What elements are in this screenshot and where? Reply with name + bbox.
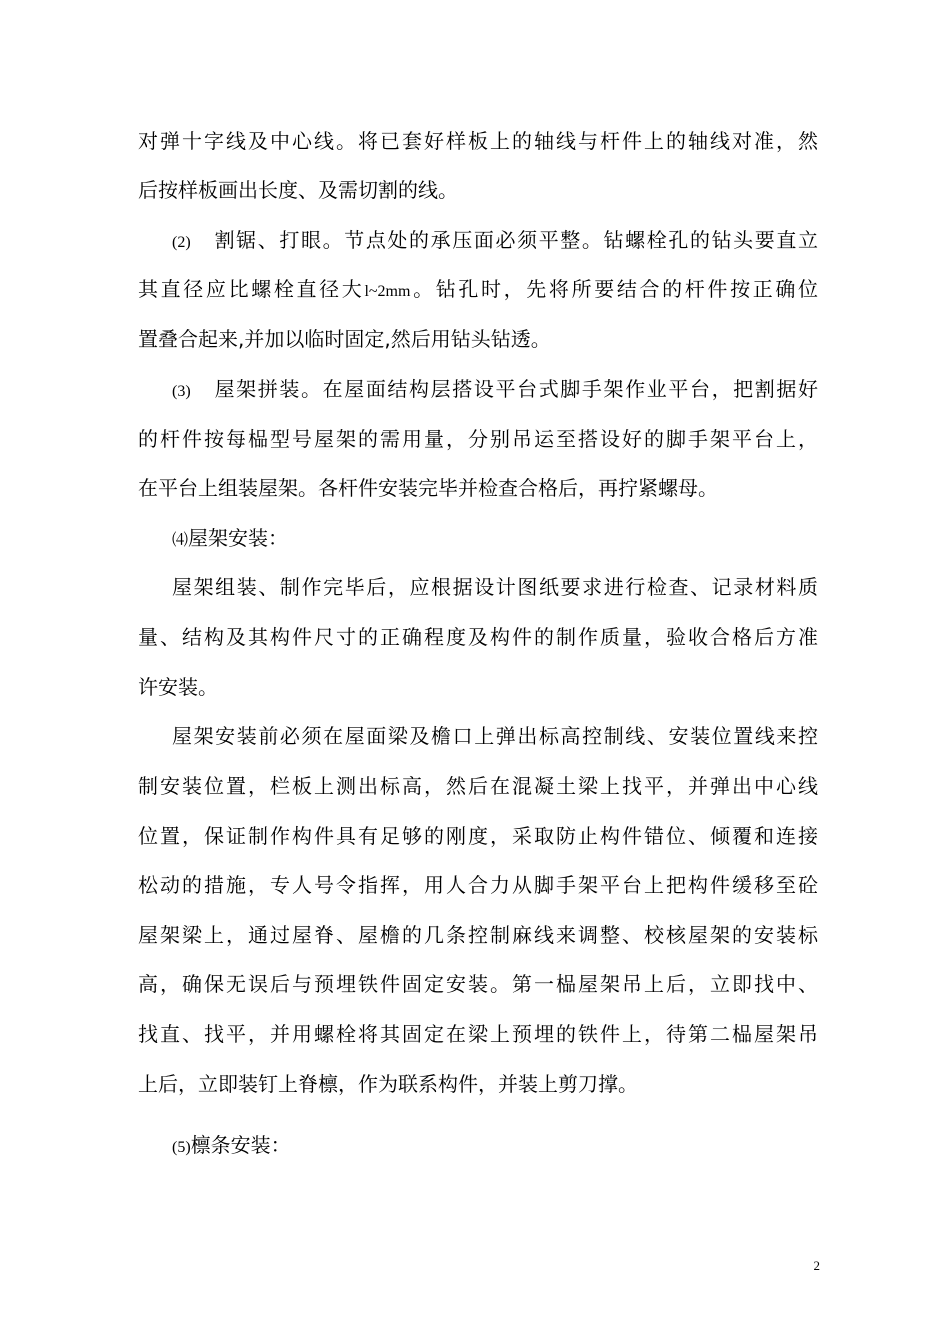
- text-line: 量、结构及其构件尺寸的正确程度及构件的制作质量，验收合格后方准: [138, 625, 818, 649]
- text-line: 高，确保无误后与预埋铁件固定安装。第一榀屋架吊上后，立即找中、: [138, 972, 818, 996]
- text-line: 的杆件按每榀型号屋架的需用量，分别吊运至搭设好的脚手架平台上，: [138, 427, 818, 451]
- page-number: 2: [813, 1258, 820, 1273]
- step-marker: (5): [172, 1139, 191, 1156]
- text-line: 制安装位置，栏板上测出标高，然后在混凝土梁上找平，并弹出中心线: [138, 774, 818, 798]
- text-line: 后按样板画出长度、及需切割的线。: [138, 178, 458, 202]
- step-marker: ⑷: [172, 532, 189, 549]
- heading-text: 屋架安装：: [188, 526, 289, 550]
- text-line: 屋架梁上，通过屋脊、屋檐的几条控制麻线来调整、校核屋架的安装标: [138, 923, 818, 947]
- text-line: 许安装。: [138, 675, 218, 699]
- text-line: 位置，保证制作构件具有足够的刚度，采取防止构件错位、倾覆和连接: [138, 824, 818, 848]
- text-line: 在平台上组装屋架。各杆件安装完毕并检查合格后，再拧紧螺母。: [138, 476, 718, 500]
- text-line: 置叠合起来,并加以临时固定,然后用钻头钻透。: [138, 327, 551, 351]
- step-5-heading: [172, 1128, 818, 1162]
- step-marker: (3): [172, 383, 191, 400]
- step-4-heading: [172, 521, 818, 555]
- text-line: [138, 272, 818, 306]
- text-span: 。钻孔时，先将所要结合的杆件按正确位: [410, 277, 818, 301]
- step-3-line: [172, 372, 818, 406]
- text-line: 找直、找平，并用螺栓将其固定在梁上预埋的铁件上，待第二榀屋架吊: [138, 1022, 818, 1046]
- text-line: 松动的措施，专人号令指挥，用人合力从脚手架平台上把构件缓移至砼: [138, 873, 818, 897]
- text-line: 屋架安装前必须在屋面梁及檐口上弹出标高控制线、安装位置线来控: [172, 724, 818, 748]
- text-line: 上后，立即装钉上脊檩，作为联系构件，并装上剪刀撑。: [138, 1072, 638, 1096]
- text-span: 割锯、打眼。节点处的承压面必须平整。钻螺栓孔的钻头要直立: [214, 228, 818, 252]
- step-2-line: [172, 223, 818, 257]
- measure-value: l~2mm: [364, 283, 411, 300]
- step-marker: (2): [172, 234, 191, 251]
- heading-text: 檩条安装：: [190, 1133, 291, 1157]
- text-span: 其直径应比螺栓直径大: [138, 277, 365, 301]
- text-line: 对弹十字线及中心线。将已套好样板上的轴线与杆件上的轴线对准，然: [138, 129, 818, 153]
- text-span: 屋架拼装。在屋面结构层搭设平台式脚手架作业平台，把割据好: [214, 377, 818, 401]
- text-line: 屋架组装、制作完毕后，应根据设计图纸要求进行检查、记录材料质: [172, 575, 818, 599]
